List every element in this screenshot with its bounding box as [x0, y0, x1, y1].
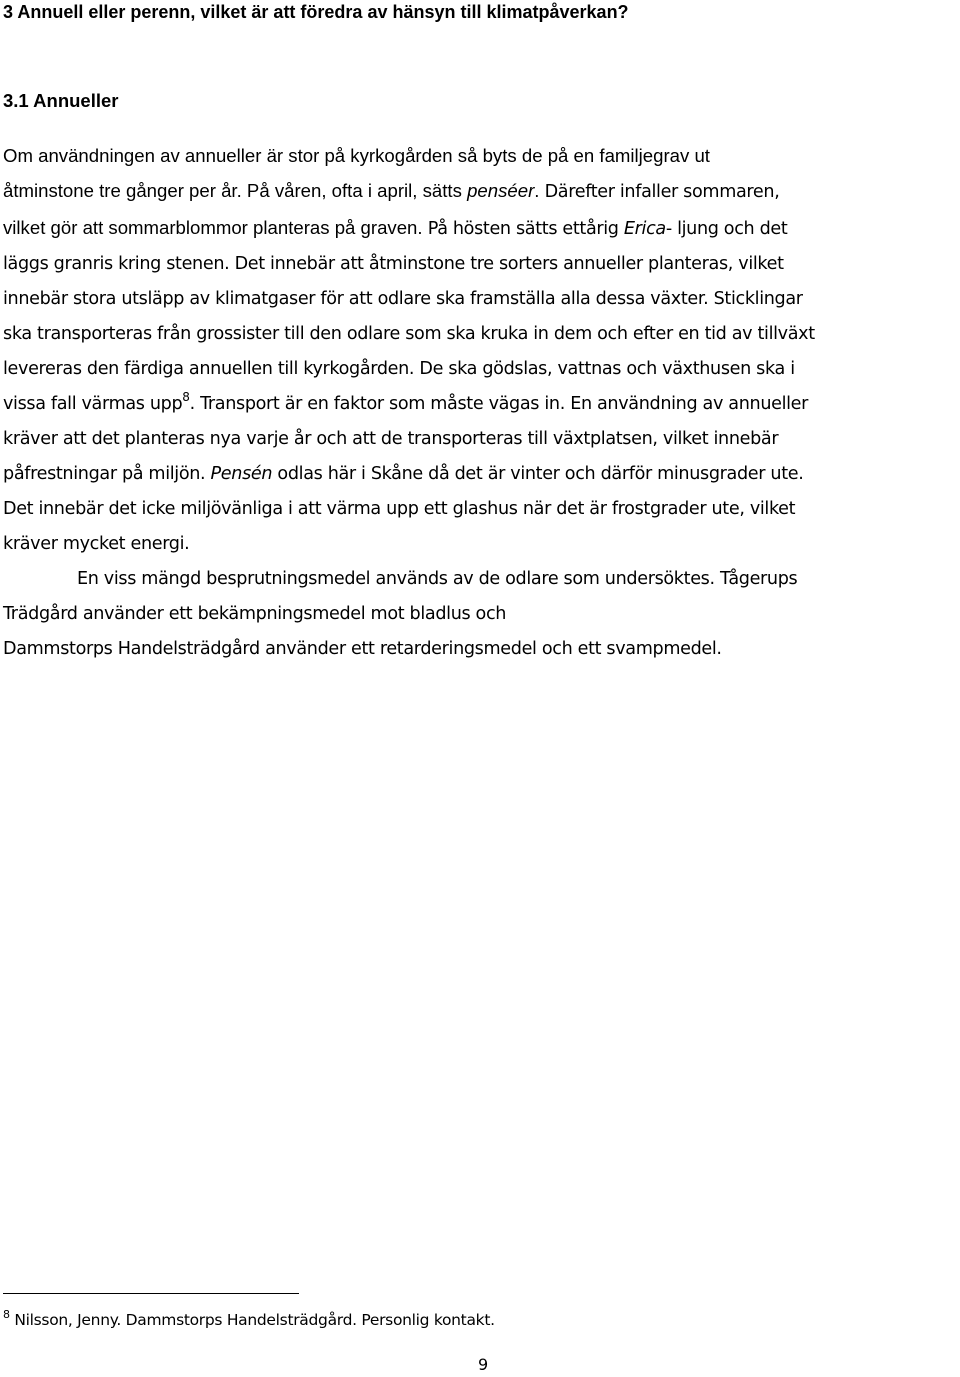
text-line: innebär stora utsläpp av klimatgaser för att odlare ska framställa alla dessa växter. Sticklingar [3, 289, 803, 309]
text-line: kräver mycket energi. [3, 534, 190, 554]
text-line: ska transporteras från grossister till den odlare som ska kruka in dem och efter en tid av tillväxt [3, 324, 815, 344]
italic-term: Pensén [210, 464, 273, 484]
text-line: åtminstone tre gånger per år. På våren, ofta i april, sätts penséer. Därefter infaller sommaren, [3, 180, 780, 202]
text-line: läggs granris kring stenen. Det innebär att åtminstone tre sorters annueller planteras, vilket [3, 254, 784, 274]
text-line: Trädgård använder ett bekämpningsmedel mot bladlus och [3, 604, 507, 624]
page-number: 9 [478, 1355, 489, 1374]
footnote-separator [3, 1293, 299, 1294]
text-line: vilket gör att sommarblommor planteras på graven. På hösten sätts ettårig Erica- ljung och det [3, 217, 788, 239]
italic-term: Erica [623, 219, 666, 239]
text-line: levereras den färdiga annuellen till kyrkogården. De ska gödslas, vattnas och växthusen ska i [3, 359, 795, 379]
footnote-text: Nilsson, Jenny. Dammstorps Handelsträdgård. Personlig kontakt. [14, 1311, 495, 1329]
text-line: En viss mängd besprutningsmedel används av de odlare som undersöktes. Tågerups [77, 569, 798, 589]
italic-term: penséer [467, 180, 535, 201]
body-paragraph-1 [3, 138, 960, 667]
subsection-heading: 3.1 Annueller [3, 90, 119, 111]
footnote-reference: 8 [182, 390, 190, 404]
section-heading: 3 Annuell eller perenn, vilket är att föredra av hänsyn till klimatpåverkan? [3, 2, 629, 22]
text-line: påfrestningar på miljön. Pensén odlas här i Skåne då det är vinter och därför minusgrader ute. [3, 464, 804, 484]
text-line: vissa fall värmas upp$^8$. Transport är en faktor som måste vägas in. En användning av annueller [3, 390, 809, 414]
text-line: Om användningen av annueller är stor på kyrkogården så byts de på en familjegrav ut [3, 145, 710, 166]
text-line: Dammstorps Handelsträdgård använder ett retarderingsmedel och ett svampmedel. [3, 639, 722, 659]
footnote [3, 1307, 495, 1333]
text-line: Det innebär det icke miljövänliga i att värma upp ett glashus när det är frostgrader ute, vilket [3, 499, 796, 519]
footnote-marker: 8 [3, 1308, 10, 1321]
text-line: kräver att det planteras nya varje år och att de transporteras till växtplatsen, vilket innebär [3, 429, 779, 449]
